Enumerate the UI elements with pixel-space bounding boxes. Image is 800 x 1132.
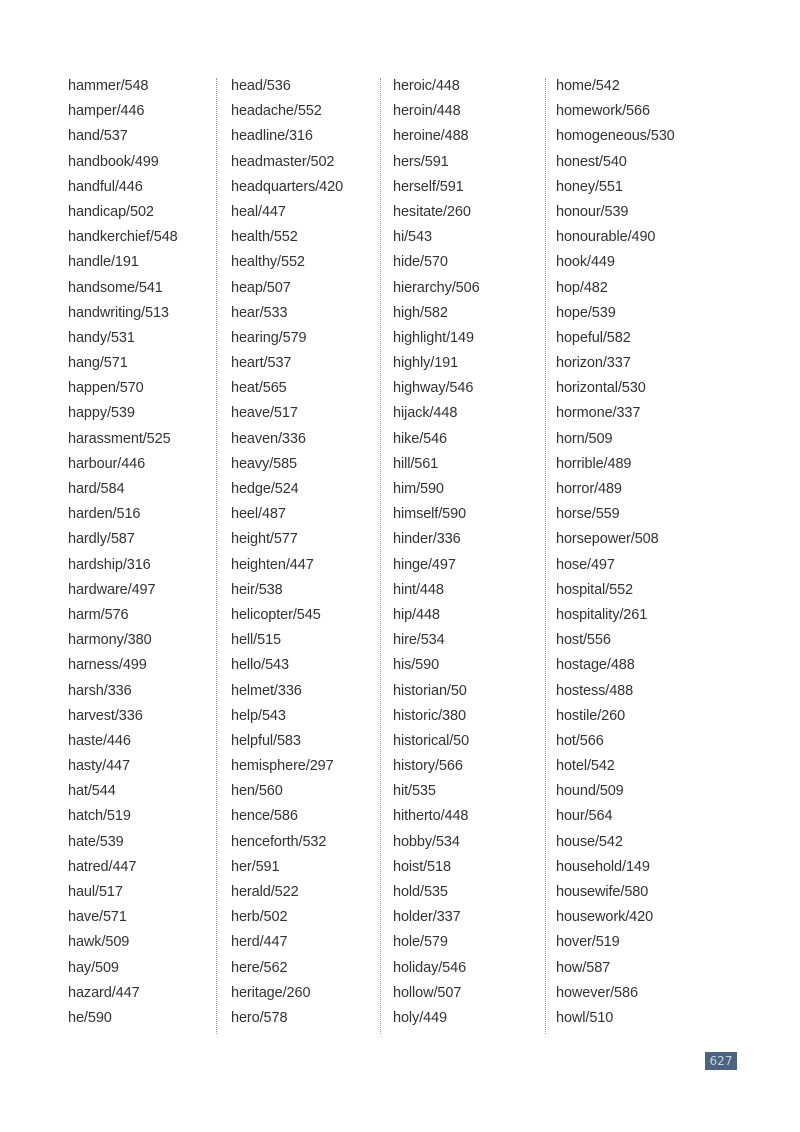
index-entry: haul/517 (68, 884, 123, 900)
index-entry: heavy/585 (231, 455, 298, 472)
column-divider (380, 78, 381, 1034)
index-entry: hollow/507 (393, 984, 462, 1001)
index-entry: heel/487 (231, 506, 286, 523)
index-entry: highway/546 (393, 380, 474, 397)
index-entry: hip/448 (393, 606, 440, 623)
index-entry: hill/561 (393, 455, 439, 472)
index-entry: headmaster/502 (231, 153, 335, 170)
index-entry: hitherto/448 (393, 808, 469, 825)
index-entry: hopeful/582 (556, 329, 631, 346)
index-entry: hell/515 (231, 632, 281, 649)
index-entry: hesitate/260 (393, 203, 471, 220)
index-entry: home/542 (556, 78, 620, 94)
index-column-4 (556, 74, 716, 1036)
index-entry: hedge/524 (231, 481, 299, 497)
index-entry: headline/316 (231, 128, 313, 145)
index-column-2 (231, 74, 391, 1036)
index-entry: horror/489 (556, 481, 622, 497)
index-entry: housework/420 (556, 909, 654, 926)
column-divider (545, 78, 546, 1034)
index-entry: hire/534 (393, 632, 445, 649)
index-entry: handkerchief/548 (68, 229, 178, 246)
index-entry: handicap/502 (68, 203, 154, 220)
index-entry: hatch/519 (68, 808, 131, 825)
index-entry: hold/535 (393, 884, 448, 900)
index-entry: how/587 (556, 959, 611, 976)
index-entry: haste/446 (68, 732, 131, 749)
index-entry: helpful/583 (231, 732, 301, 749)
index-entry: horse/559 (556, 506, 620, 523)
index-entry: hardware/497 (68, 581, 156, 598)
index-entry: handbook/499 (68, 153, 159, 170)
index-entry: handwriting/513 (68, 304, 169, 321)
index-entry: hand/537 (68, 128, 128, 145)
index-entry: hen/560 (231, 783, 283, 800)
index-entry: headache/552 (231, 103, 322, 120)
index-entry: heritage/260 (231, 984, 311, 1001)
index-entry: hat/544 (68, 783, 116, 800)
index-entry: historian/50 (393, 682, 467, 699)
index-entry: healthy/552 (231, 254, 305, 271)
index-entry: heaven/336 (231, 430, 306, 447)
index-entry: harbour/446 (68, 455, 146, 472)
index-entry: hide/570 (393, 254, 448, 271)
index-entry: however/586 (556, 984, 638, 1001)
index-entry: horsepower/508 (556, 531, 659, 548)
index-entry: housewife/580 (556, 884, 649, 900)
index-entry: happen/570 (68, 380, 144, 397)
index-entry: hover/519 (556, 934, 620, 951)
index-entry: hearing/579 (231, 329, 307, 346)
index-entry: hose/497 (556, 556, 615, 573)
index-entry: handful/446 (68, 178, 143, 195)
index-entry: homogeneous/530 (556, 128, 675, 145)
index-entry: henceforth/532 (231, 833, 327, 850)
index-entry: hate/539 (68, 833, 124, 850)
index-entry: heroic/448 (393, 78, 460, 94)
index-entry: hard/584 (68, 481, 125, 497)
index-entry: horizontal/530 (556, 380, 646, 397)
index-entry: health/552 (231, 229, 298, 246)
index-entry: hinder/336 (393, 531, 461, 548)
index-entry: heat/565 (231, 380, 287, 397)
index-entry: head/536 (231, 78, 291, 94)
index-entry: holder/337 (393, 909, 461, 926)
index-entry: hostess/488 (556, 682, 634, 699)
index-entry: hormone/337 (556, 405, 641, 422)
index-entry: help/543 (231, 707, 286, 724)
index-entry: heroin/448 (393, 103, 461, 120)
index-entry: highlight/149 (393, 329, 474, 346)
index-entry: hospitality/261 (556, 606, 648, 623)
index-entry: herald/522 (231, 884, 299, 900)
index-entry: history/566 (393, 758, 463, 775)
index-entry: hardly/587 (68, 531, 135, 548)
index-entry: hijack/448 (393, 405, 458, 422)
index-entry: hope/539 (556, 304, 616, 321)
index-entry: height/577 (231, 531, 298, 548)
index-entry: hear/533 (231, 304, 288, 321)
index-entry: historic/380 (393, 707, 466, 724)
index-entry: howl/510 (556, 1009, 614, 1026)
index-entry: hot/566 (556, 732, 604, 749)
index-entry: harmony/380 (68, 632, 152, 649)
index-column-1 (68, 74, 228, 1036)
index-entry: hike/546 (393, 430, 448, 447)
index-entry: harassment/525 (68, 430, 171, 447)
index-entry: hit/535 (393, 783, 436, 800)
index-entry: hierarchy/506 (393, 279, 480, 296)
index-entry: handy/531 (68, 329, 135, 346)
index-entry: historical/50 (393, 732, 470, 749)
index-entry: here/562 (231, 959, 288, 976)
index-entry: hospital/552 (556, 581, 633, 598)
index-entry: handle/191 (68, 254, 139, 271)
index-entry: herd/447 (231, 934, 288, 951)
index-entry: horrible/489 (556, 455, 632, 472)
index-entry: honour/539 (556, 203, 629, 220)
index-entry: honourable/490 (556, 229, 656, 246)
index-entry: hemisphere/297 (231, 758, 334, 775)
index-entry: honest/540 (556, 153, 627, 170)
index-entry: helicopter/545 (231, 606, 321, 623)
index-entry: hotel/542 (556, 758, 615, 775)
column-divider (216, 78, 217, 1034)
index-entry: have/571 (68, 909, 127, 926)
index-entry: happy/539 (68, 405, 135, 422)
index-entry: he/590 (68, 1009, 112, 1026)
index-entry: hint/448 (393, 581, 444, 598)
index-entry: hay/509 (68, 959, 119, 976)
index-entry: himself/590 (393, 506, 467, 523)
index-entry: hinge/497 (393, 556, 456, 573)
index-entry: hop/482 (556, 279, 608, 296)
index-entry: heir/538 (231, 581, 283, 598)
index-entry: helmet/336 (231, 682, 302, 699)
index-entry: hazard/447 (68, 984, 140, 1001)
index-entry: hers/591 (393, 153, 449, 170)
word-index-columns (60, 74, 750, 1039)
index-entry: handsome/541 (68, 279, 163, 296)
index-entry: heal/447 (231, 203, 286, 220)
index-entry: hobby/534 (393, 833, 460, 850)
index-entry: horn/509 (556, 430, 613, 447)
index-entry: host/556 (556, 632, 611, 649)
index-entry: hello/543 (231, 657, 289, 674)
index-entry: herself/591 (393, 178, 464, 195)
index-entry: headquarters/420 (231, 178, 344, 195)
index-entry: hour/564 (556, 808, 613, 825)
index-entry: heart/537 (231, 355, 292, 372)
index-entry: harm/576 (68, 606, 129, 623)
index-entry: harness/499 (68, 657, 147, 674)
index-entry: hi/543 (393, 229, 432, 246)
index-entry: hatred/447 (68, 858, 137, 875)
index-entry: harsh/336 (68, 682, 132, 699)
index-entry: heroine/488 (393, 128, 469, 145)
index-entry: hasty/447 (68, 758, 130, 775)
index-entry: him/590 (393, 481, 444, 497)
index-entry: herb/502 (231, 909, 288, 926)
index-entry: hoist/518 (393, 858, 451, 875)
index-entry: her/591 (231, 858, 280, 875)
index-entry: hawk/509 (68, 934, 130, 951)
index-entry: household/149 (556, 858, 650, 875)
index-entry: horizon/337 (556, 355, 631, 372)
index-entry: heave/517 (231, 405, 298, 422)
index-entry: high/582 (393, 304, 448, 321)
index-entry: hence/586 (231, 808, 298, 825)
index-entry: hook/449 (556, 254, 615, 271)
index-entry: holiday/546 (393, 959, 467, 976)
index-entry: hammer/548 (68, 78, 149, 94)
index-entry: hang/571 (68, 355, 128, 372)
index-entry: hound/509 (556, 783, 624, 800)
index-entry: honey/551 (556, 178, 623, 195)
index-entry: hamper/446 (68, 103, 145, 120)
index-entry: homework/566 (556, 103, 650, 120)
index-entry: hostage/488 (556, 657, 635, 674)
index-entry: house/542 (556, 833, 623, 850)
index-entry: hero/578 (231, 1009, 288, 1026)
index-entry: harden/516 (68, 506, 141, 523)
index-entry: hardship/316 (68, 556, 151, 573)
page-number-badge: 627 (705, 1052, 737, 1070)
index-entry: holy/449 (393, 1009, 448, 1026)
index-entry: heighten/447 (231, 556, 314, 573)
index-entry: heap/507 (231, 279, 291, 296)
index-entry: harvest/336 (68, 707, 143, 724)
index-entry: hole/579 (393, 934, 448, 951)
index-entry: hostile/260 (556, 707, 626, 724)
index-entry: his/590 (393, 657, 440, 674)
index-entry: highly/191 (393, 355, 459, 372)
index-column-3 (393, 74, 553, 1036)
